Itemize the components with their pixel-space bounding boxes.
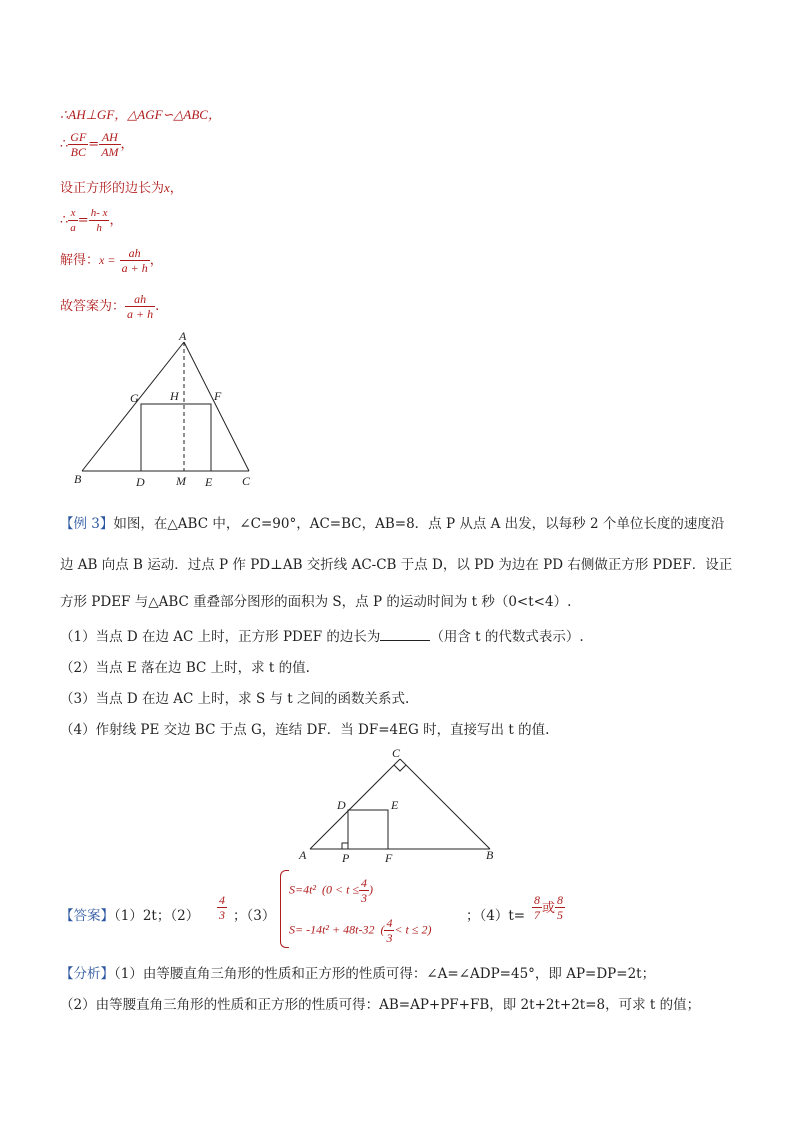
label-h: H (170, 389, 179, 403)
question-1 (60, 625, 584, 645)
comma: ， (109, 213, 123, 228)
denominator: h (96, 222, 102, 234)
label-e: E (391, 798, 399, 812)
question-4: （4）作射线 PE 交边 BC 于点 G，连结 DF．当 DF=4EG 时，直接写出 t 的值. (60, 722, 550, 738)
example-paragraph-2: 边 AB 向点 B 运动．过点 P 作 PD⊥AB 交折线 AC-CB 于点 D，以 PD 为边在 PD 右侧做正方形 PDEF．设正 (60, 557, 733, 573)
therefore-sign: ∴ (60, 137, 69, 152)
period: . (155, 299, 160, 314)
label-g: G (130, 391, 139, 405)
text: （1）2t；（2） (114, 908, 200, 924)
denominator: a (70, 222, 76, 234)
numerator: h- x (90, 207, 108, 219)
right-angle-mark-p (342, 843, 348, 849)
label-b: B (74, 472, 82, 486)
numerator: 4 (361, 876, 368, 890)
fraction-8-5 (555, 893, 565, 922)
question-3: （3）当点 D 在边 AC 上时，求 S 与 t 之间的函数关系式. (60, 691, 410, 707)
close-paren: ) (369, 882, 374, 897)
fraction-answer (125, 292, 155, 321)
label-b: B (486, 848, 494, 862)
answer-4-values (532, 893, 565, 922)
lhs: x = (99, 253, 116, 267)
numerator: ah (125, 292, 155, 307)
comma: ， (120, 137, 134, 152)
fraction-4-3 (384, 916, 394, 945)
fraction-x-a (68, 206, 78, 235)
solution-line-5 (60, 246, 163, 275)
text: 如图，在△ABC 中，∠C=90°，AC=BC，AB=8．点 P 从点 A 出发，以每秒 2 个单位长度的速度沿 (113, 516, 725, 532)
therefore-sign: ∴ (60, 213, 69, 228)
answer-3-prefix: ；（3） (233, 908, 276, 924)
text: 设正方形的边长为 (60, 181, 165, 196)
label-f: F (385, 851, 393, 865)
brace-shape (280, 870, 289, 948)
comma: ， (169, 181, 183, 196)
label-a: A (179, 330, 187, 343)
piecewise-case-2 (289, 916, 431, 945)
figure-right-triangle (290, 745, 505, 865)
label-p: P (342, 851, 350, 865)
denominator: 3 (386, 931, 393, 945)
solution-line-4 (60, 206, 123, 235)
text: （用含 t 的代数式表示）. (430, 629, 584, 645)
text: ；（4）t= (466, 908, 526, 924)
example-paragraph-3: 方形 PDEF 与△ABC 重叠部分图形的面积为 S，点 P 的运动时间为 t 秒（0<t<4）. (60, 594, 572, 610)
label-d: D (136, 475, 145, 489)
label-d: D (337, 798, 346, 812)
right-angle-mark-c (394, 765, 406, 771)
case-2-cond: < t ≤ 2) (394, 922, 432, 937)
label-c: C (392, 746, 401, 760)
answer-4 (466, 904, 525, 924)
numerator: 8 (534, 893, 540, 907)
analysis-line-1 (60, 962, 655, 982)
answer-blank (380, 628, 430, 641)
numerator: 4 (386, 916, 393, 930)
solution-line-3 (60, 177, 183, 196)
case-1-cond: (0 < t ≤ (322, 882, 360, 897)
numerator: GF (70, 130, 87, 144)
example-paragraph-1 (60, 512, 724, 532)
denominator: 3 (361, 891, 368, 905)
solution-line-6 (60, 292, 159, 321)
piecewise-brace (280, 870, 289, 948)
fraction-h-minus-x-h (89, 206, 110, 235)
numerator: x (68, 206, 78, 221)
denominator: 5 (557, 908, 564, 922)
fraction-ah-a-plus-h (120, 246, 150, 275)
denominator: a + h (121, 261, 148, 275)
fraction-4-3 (359, 876, 369, 905)
example-tag: 【例 3】 (60, 516, 114, 532)
case-2-expr: S= -14t² + 48t-32 (289, 922, 375, 937)
answer-tag: 【答案】 (60, 908, 114, 924)
analysis-tag: 【分析】 (60, 966, 114, 982)
or: 或 (542, 901, 556, 916)
text: 解得： (60, 253, 100, 268)
square-pdef (348, 810, 388, 849)
label-m: M (176, 474, 186, 488)
case-1-expr: S=4t² (289, 882, 317, 897)
open-paren: ( (380, 922, 385, 937)
analysis-line-2: （2）由等腰直角三角形的性质和正方形的性质可得：AB=AP+PF+FB，即 2t+2t+2t=8，可求 t 的值； (60, 997, 701, 1013)
text: （1）当点 D 在边 AC 上时，正方形 PDEF 的边长为 (60, 629, 381, 645)
numerator: AH (99, 130, 120, 145)
fraction-gf-bc (68, 130, 88, 159)
text: 故答案为： (60, 299, 126, 314)
equals: = (88, 137, 100, 152)
denominator: a + h (127, 307, 154, 321)
figure-triangle-square (60, 330, 280, 495)
numerator: 4 (219, 893, 225, 907)
label-a: A (299, 848, 307, 862)
edge-ac (310, 759, 400, 849)
edge-ab (82, 342, 184, 471)
label-c: C (242, 474, 251, 488)
label-e: E (205, 475, 213, 489)
equals: = (77, 213, 89, 228)
square-gfed (141, 404, 211, 471)
solution-line-2 (60, 130, 134, 159)
denominator: 3 (219, 908, 225, 922)
text: （1）由等腰直角三角形的性质和正方形的性质可得：∠A=∠ADP=45°，即 AP=DP=2t； (114, 966, 656, 982)
answer-2-fraction (217, 893, 227, 922)
piecewise-case-1 (289, 876, 373, 905)
edge-cb (400, 759, 490, 849)
edge-ac (184, 342, 249, 471)
answer-prefix (60, 904, 199, 924)
numerator: 8 (557, 893, 564, 907)
var-x: x (164, 180, 170, 195)
fraction-4-3 (217, 893, 227, 922)
denominator: 7 (534, 908, 540, 922)
label-f: F (214, 389, 222, 403)
comma: ， (149, 253, 163, 268)
denominator: BC (70, 145, 86, 159)
fraction-ah-am (99, 130, 120, 159)
fraction-8-7 (532, 893, 542, 922)
numerator: ah (120, 246, 150, 261)
denominator: AM (101, 145, 119, 159)
solution-line-1: ∴AH⊥GF，△AGF∽△ABC， (60, 107, 221, 122)
question-2: （2）当点 E 落在边 BC 上时，求 t 的值. (60, 660, 310, 676)
